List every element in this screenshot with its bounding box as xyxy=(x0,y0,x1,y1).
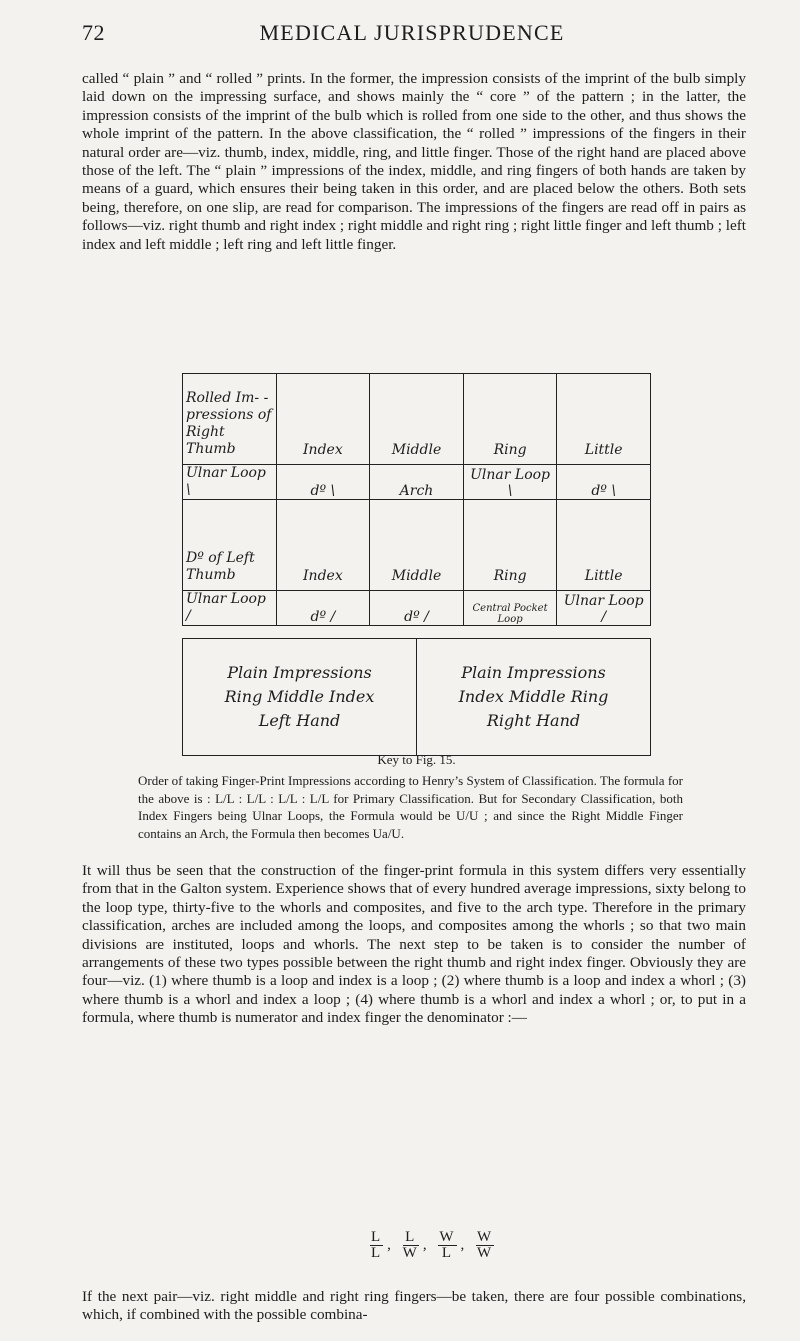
table-cell: Ulnar Loop / xyxy=(183,591,277,626)
plain-impressions-table xyxy=(182,638,651,756)
table-row xyxy=(183,500,651,591)
table-cell: Middle xyxy=(370,500,464,591)
table-cell: Little xyxy=(557,500,651,591)
plain-left-fingers: Ring Middle Index xyxy=(224,687,375,706)
plain-left-title: Plain Impressions xyxy=(227,663,372,682)
paragraph-plain-rolled: called “ plain ” and “ rolled ” prints. In the former, the impression consists of the imprint of the bulb simply laid down on the impressing surface, and shows mainly the “ core ” of the pattern ; in the latter, the impression consists of the imprint of the bulb which is rolled from one side to the other, and thus shows the whole imprint of the pattern. In the above classification, the “ rolled ” impressions of the fingers in their natural order are—viz. thumb, index, middle, ring, and little finger. Those of the right hand are placed above those of the left. The “ plain ” impressions of the index, middle, and ring fingers of both hands are taken by means of a guard, which ensures their being taken in this order, and are placed below the others. Both sets being, therefore, on one slip, are read for comparison. The impressions of the fingers are read off in pairs as follows—viz. right thumb and right index ; right middle and right ring ; right little finger and left thumb ; left index and left middle ; left ring and left little finger. xyxy=(82,70,746,253)
table-cell: Little xyxy=(557,374,651,465)
plain-right-hand-cell xyxy=(417,639,651,756)
plain-right-hand: Right Hand xyxy=(486,711,581,730)
table-cell: dº / xyxy=(276,591,370,626)
formula-fraction: $\frac{W}{W}$ xyxy=(477,1229,494,1261)
plain-right-title: Plain Impressions xyxy=(461,663,606,682)
table-cell: Ring xyxy=(463,500,557,591)
table-cell: Rolled Im- -pressions of Right Thumb xyxy=(183,374,277,465)
paragraph-formula-construction: It will thus be seen that the construction of the finger-print formula in this system differs very essentially from that in the Galton system. Experience shows that of every hundred average impressions, sixty belong to the loop type, thirty-five to the whorls and composites, and five to the arch type. Therefore in the primary classification, arches are included among the loops, and composites among the whorls ; so that two main divisions are instituted, loops and whorls. The next step to be taken is to consider the number of arrangements of these two types possible between the right thumb and right index finger. Obviously they are four—viz. (1) where thumb is a loop and index is a loop ; (2) where thumb is a loop and index a whorl ; (3) where thumb is a whorl and index a loop ; (4) where thumb is a whorl and index a whorl ; or, to put in a formula, where thumb is numerator and index finger the denominator :— xyxy=(82,862,746,1027)
formula-fraction: $\frac{L}{W}$ xyxy=(402,1229,419,1261)
table-cell: Ring xyxy=(463,374,557,465)
table-row xyxy=(183,591,651,626)
page-number: 72 xyxy=(82,20,105,45)
plain-left-hand-cell xyxy=(183,639,417,756)
table-cell: dº \ xyxy=(276,465,370,500)
table-cell: Middle xyxy=(370,374,464,465)
plain-right-fingers: Index Middle Ring xyxy=(458,687,609,706)
formula-fraction: $\frac{L}{L}$ xyxy=(371,1229,383,1261)
figure-note: Order of taking Finger-Print Impressions according to Henry’s System of Classification. The formula for the above is : L/L : L/L : L/L : L/L for Primary Classification. But for Secondary Classification, both Index Fingers being Ulnar Loops, the Formula would be U/U ; and since the Right Middle Finger contains an Arch, the Formula then becomes Ua/U. xyxy=(138,773,683,841)
table-cell: Index xyxy=(276,500,370,591)
table-row xyxy=(183,374,651,465)
plain-left-hand: Left Hand xyxy=(258,711,341,730)
formula-fraction: $\frac{W}{L}$ xyxy=(439,1229,456,1261)
table-row xyxy=(183,639,651,756)
paragraph-next-pair: If the next pair—viz. right middle and right ring fingers—be taken, there are four possible combinations, which, if combined with the possible combina- xyxy=(82,1288,746,1324)
table-cell: Dº of Left Thumb xyxy=(183,500,277,591)
table-cell: dº / xyxy=(370,591,464,626)
table-cell: Ulnar Loop / xyxy=(557,591,651,626)
table-cell: Ulnar Loop \ xyxy=(463,465,557,500)
table-cell: Ulnar Loop \ xyxy=(183,465,277,500)
table-row xyxy=(183,465,651,500)
table-cell: Arch xyxy=(370,465,464,500)
page-header xyxy=(82,20,742,48)
formula-display: $\frac{L}{L}$ , $\frac{L}{W}$ , $\frac{W}{L}$ , $\frac{W}{W}$ xyxy=(371,1229,494,1261)
figure-caption: Key to Fig. 15. xyxy=(377,752,456,767)
fingerprint-key-figure xyxy=(182,373,651,756)
table-cell: Index xyxy=(276,374,370,465)
table-cell: Central Pocket Loop xyxy=(463,591,557,626)
rolled-impressions-table xyxy=(182,373,651,626)
running-title: MEDICAL JURISPRUDENCE xyxy=(259,20,565,45)
table-cell: dº \ xyxy=(557,465,651,500)
